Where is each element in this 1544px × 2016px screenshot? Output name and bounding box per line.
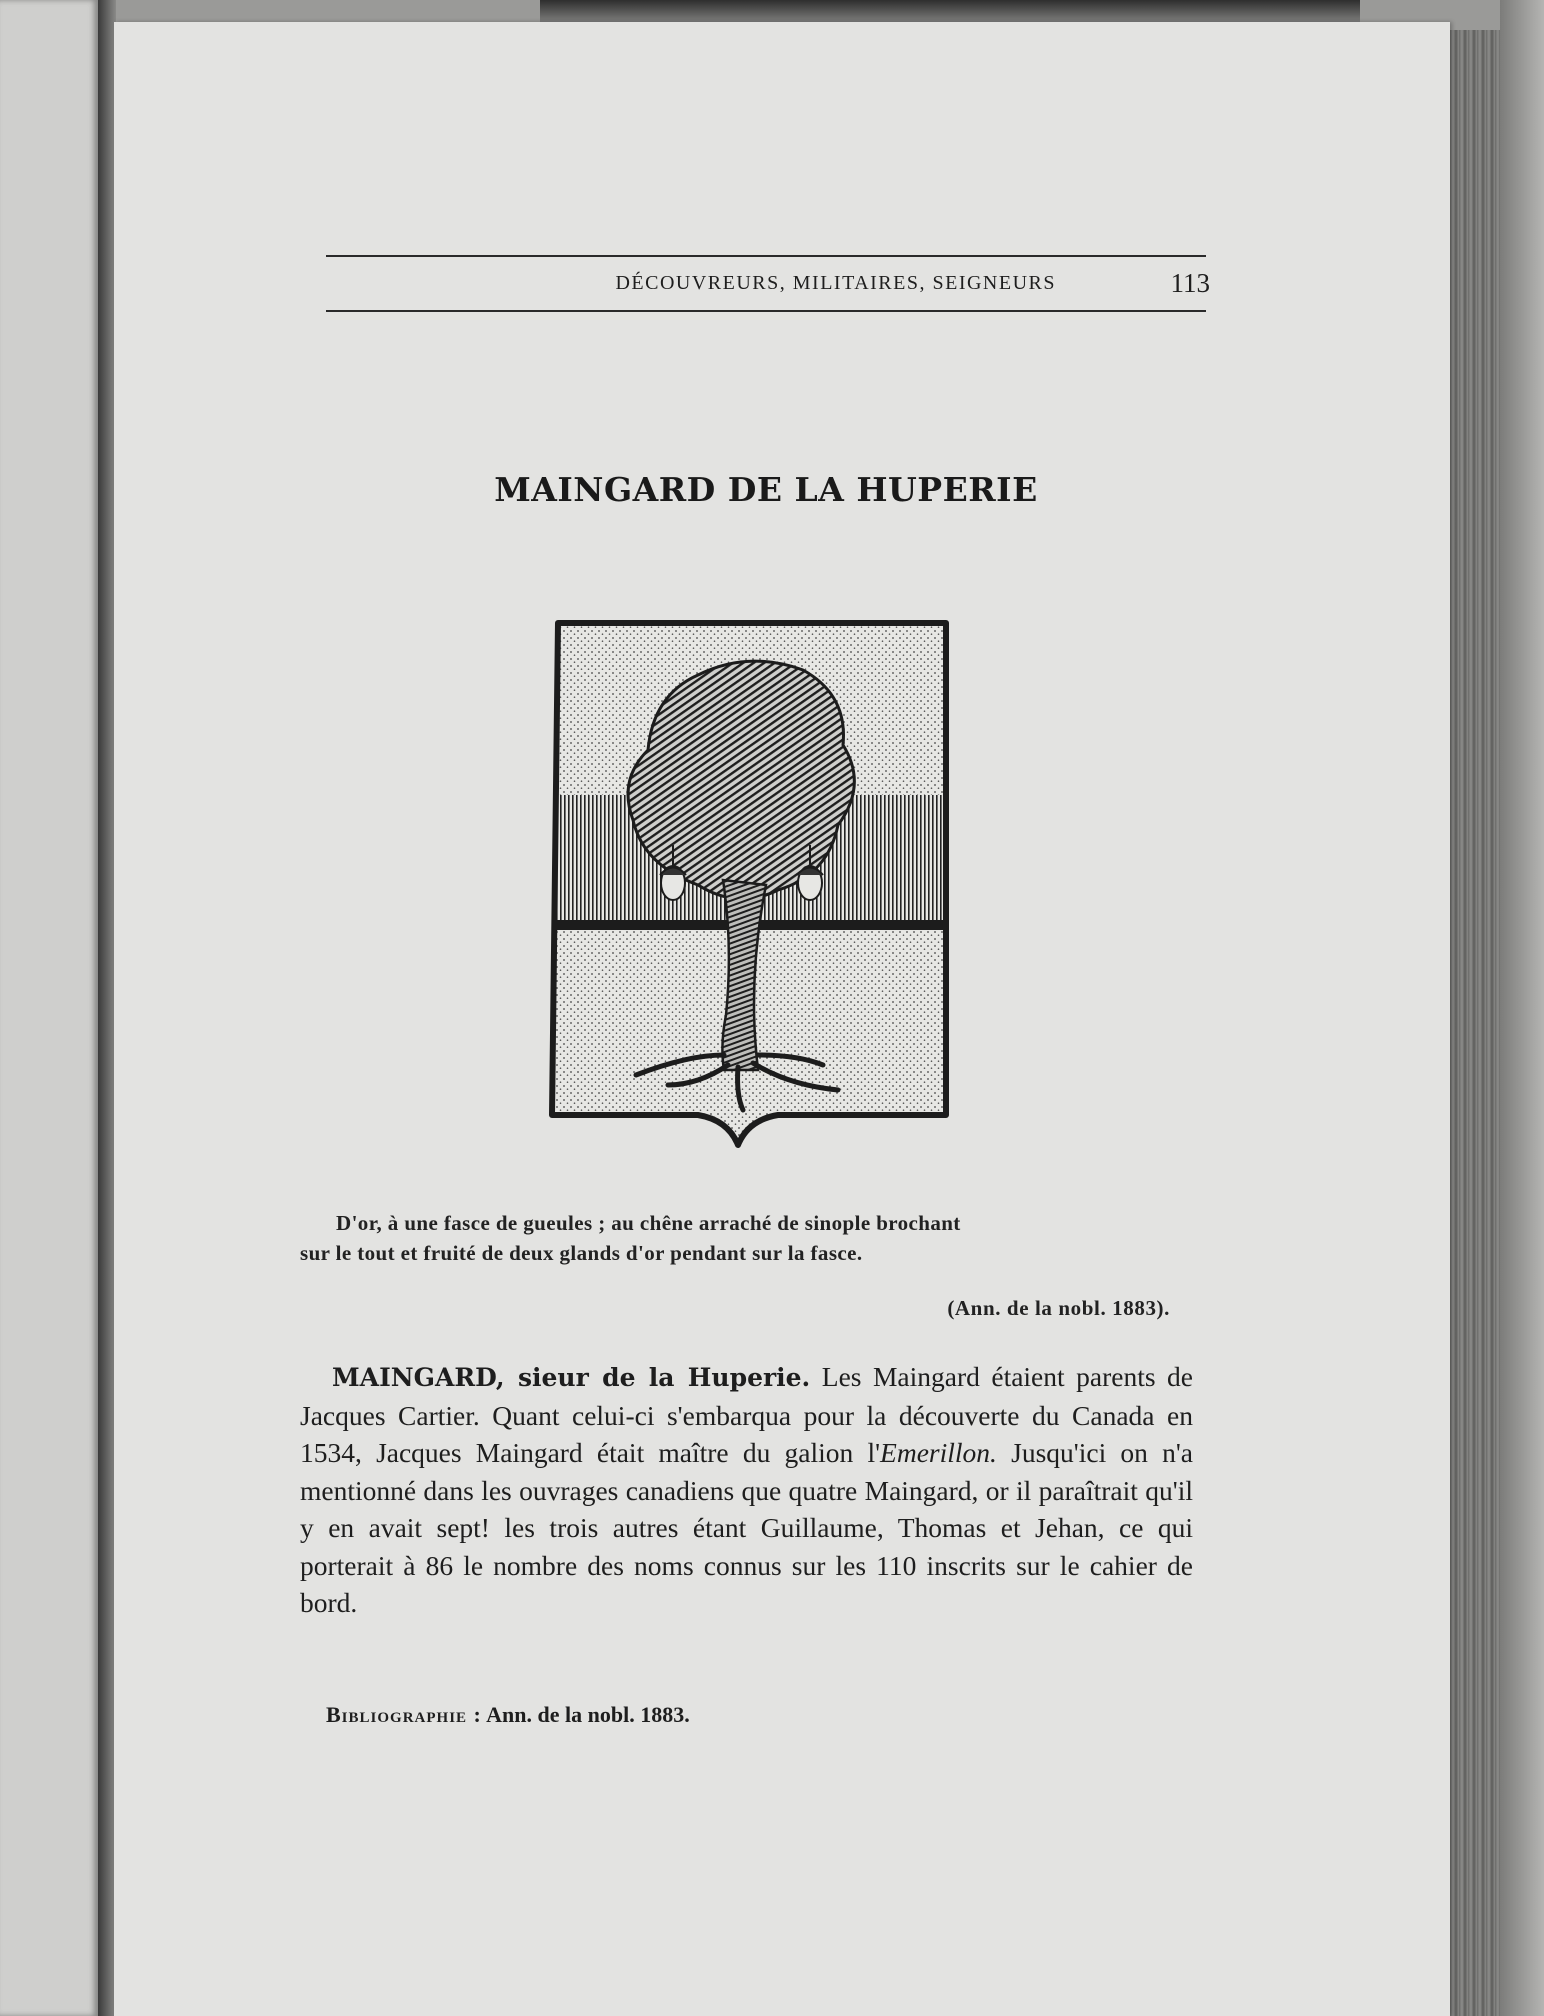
entry-lead: MAINGARD, sieur de la Huperie.	[332, 1363, 811, 1392]
entry-text-1: Les Maingard étaient parents de Jacques Cartier. Quant celui-ci s'embarqua pour la découverte du Canada en 1534, Jacques Maingard était maître du galion l'	[300, 1361, 1193, 1468]
header-rule-top	[326, 255, 1206, 257]
blazon-line-2: sur le tout et fruité de deux glands d'or pendant sur la fasce.	[300, 1241, 863, 1265]
bibliography-text: Ann. de la nobl. 1883.	[481, 1702, 690, 1727]
blazon-citation: (Ann. de la nobl. 1883).	[947, 1296, 1170, 1320]
entry-paragraph	[300, 1358, 1193, 1622]
blazon-caption	[300, 1208, 1204, 1268]
blazon-line-1: D'or, à une fasce de gueules ; au chêne arraché de sinople brochant	[336, 1211, 961, 1235]
entry-title: MAINGARD DE LA HUPERIE	[494, 470, 1038, 509]
header-rule-bottom	[326, 310, 1206, 312]
previous-page-edge	[0, 0, 98, 2016]
page-number: 113	[1170, 268, 1210, 298]
running-header: DÉCOUVREURS, MILITAIRES, SEIGNEURS	[615, 272, 1056, 294]
bibliography-label: Bibliographie :	[326, 1702, 482, 1727]
page-stack-edge	[1450, 30, 1500, 2016]
bibliography	[326, 1702, 1186, 1728]
book-cover-edge	[1500, 0, 1544, 2016]
coat-of-arms-icon	[548, 615, 956, 1150]
entry-text-2: Jusqu'ici on n'a mentionné dans les ouvrages canadiens que quatre Maingard, or il paraîtrait qu'il y en avait sept! les trois autres étant Guillaume, Thomas et Jehan, ce qui porterait à 86 le nombre des noms connus sur les 110 inscrits sur le cahier de bord.	[300, 1437, 1193, 1618]
ship-name: Emerillon.	[880, 1437, 997, 1468]
